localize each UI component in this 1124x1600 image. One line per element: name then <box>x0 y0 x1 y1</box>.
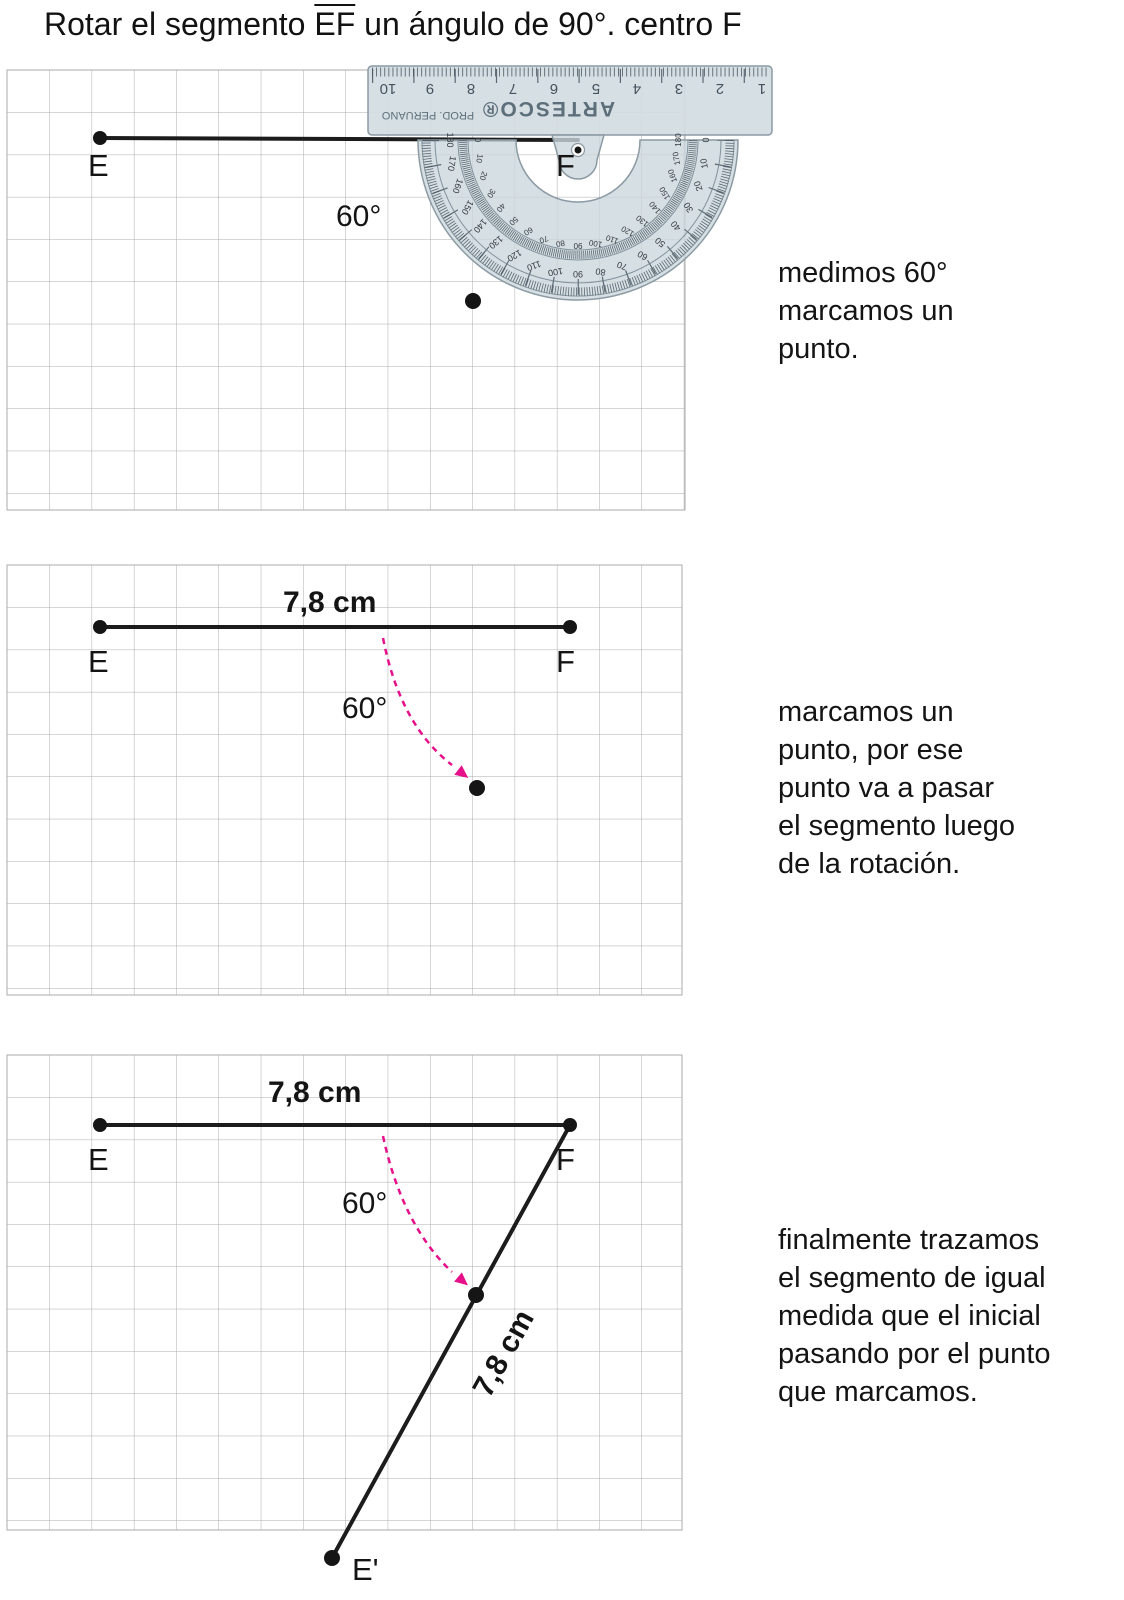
ruler-number: 9 <box>425 80 435 97</box>
point-f-dot <box>575 147 582 154</box>
caption-step-3 <box>778 1221 1051 1411</box>
point-e-dot <box>93 1118 107 1132</box>
degree-label: 60 <box>522 225 535 238</box>
label-e: E <box>88 148 109 183</box>
degree-label: 100 <box>547 265 564 279</box>
degree-label: 70 <box>615 259 629 273</box>
marked-point <box>468 1287 484 1303</box>
degree-label: 120 <box>619 223 636 239</box>
point-e-dot <box>93 620 107 634</box>
degree-label: 100 <box>588 237 603 250</box>
degree-label: 160 <box>450 177 466 195</box>
length-label: 7,8 cm <box>283 586 377 619</box>
caption-step-2 <box>778 693 1015 883</box>
title-suffix: un ángulo de 90°. centro F <box>355 6 742 42</box>
caption-line: pasando por el punto <box>778 1338 1051 1370</box>
length-label: 7,8 cm <box>268 1076 362 1109</box>
degree-label: 140 <box>471 216 489 235</box>
rotated-length-label: 7,8 cm <box>466 1304 541 1403</box>
caption-line: que marcamos. <box>778 1376 978 1408</box>
degree-label: 40 <box>668 218 683 233</box>
degree-label: 110 <box>604 232 620 246</box>
degree-label: 160 <box>666 168 680 184</box>
caption-line: el segmento de igual <box>778 1262 1046 1294</box>
caption-line: marcamos un <box>778 696 954 728</box>
point-e-dot <box>93 131 107 145</box>
degree-label: 0 <box>473 137 482 143</box>
label-f: F <box>556 148 575 183</box>
caption-line: medimos 60° <box>778 257 948 289</box>
degree-label: 20 <box>691 179 705 193</box>
point-f-dot <box>563 1118 577 1132</box>
ruler-number: 2 <box>715 80 725 97</box>
caption-line: punto, por ese <box>778 734 964 766</box>
label-f: F <box>556 644 575 679</box>
degree-label: 30 <box>681 200 696 215</box>
degree-label: 10 <box>698 157 710 170</box>
degree-label: 140 <box>647 199 663 216</box>
degree-label: 50 <box>507 214 520 228</box>
caption-step-1 <box>778 254 954 368</box>
angle-label: 60° <box>336 200 382 233</box>
degree-label: 10 <box>474 153 485 164</box>
ruler-number: 3 <box>674 80 684 97</box>
caption-line: de la rotación. <box>778 848 961 880</box>
angle-label: 60° <box>342 692 388 725</box>
label-f: F <box>556 1142 575 1177</box>
ruler-number: 5 <box>591 80 601 97</box>
ruler-number: 10 <box>379 80 397 97</box>
degree-label: 150 <box>657 185 673 202</box>
point-e-prime-dot <box>324 1550 340 1566</box>
ruler-number: 6 <box>549 80 559 97</box>
caption-line: el segmento luego <box>778 810 1015 842</box>
degree-label: 180 <box>445 132 455 148</box>
caption-line: punto va a pasar <box>778 772 995 804</box>
caption-line: marcamos un <box>778 295 954 327</box>
ruler-number: 4 <box>632 80 642 97</box>
degree-label: 70 <box>538 233 550 246</box>
degree-label: 110 <box>525 258 543 273</box>
ruler-number: 8 <box>466 80 476 97</box>
degree-label: 50 <box>653 235 668 250</box>
degree-label: 180 <box>674 133 683 147</box>
degree-label: 120 <box>505 247 524 264</box>
angle-label: 60° <box>342 1187 388 1220</box>
degree-label: 40 <box>494 201 508 214</box>
label-e-prime: E' <box>352 1552 379 1587</box>
grid-lines-2 <box>7 565 682 995</box>
marked-point <box>469 780 485 796</box>
degree-label: 150 <box>459 198 476 217</box>
ruler-number: 7 <box>508 80 518 97</box>
title-segment-ef: $\overline{EF}$ <box>314 6 356 42</box>
caption-line: punto. <box>778 333 859 365</box>
degree-label: 60 <box>635 248 650 263</box>
caption-line: finalmente trazamos <box>778 1224 1040 1256</box>
point-f-dot <box>563 620 577 634</box>
protractor-brand: ARTESCO® <box>480 97 616 120</box>
degree-label: 170 <box>445 155 459 172</box>
label-e: E <box>88 1142 109 1177</box>
degree-label: 90 <box>573 241 583 250</box>
title-prefix: Rotar el segmento <box>44 6 315 42</box>
degree-label: 130 <box>634 213 651 229</box>
page-title <box>44 6 742 43</box>
caption-line: medida que el inicial <box>778 1300 1041 1332</box>
marked-point <box>465 293 481 309</box>
degree-label: 30 <box>485 187 498 200</box>
degree-label: 90 <box>572 269 584 279</box>
degree-label: 80 <box>555 238 566 249</box>
panel-1-canvas <box>0 64 1124 534</box>
degree-label: 170 <box>670 151 683 166</box>
degree-label: 80 <box>594 266 607 278</box>
ruler-number: 1 <box>757 80 767 97</box>
degree-label: 130 <box>486 233 505 251</box>
degree-label: 20 <box>477 170 490 182</box>
degree-label: 0 <box>701 137 711 143</box>
protractor-origin-text: PROD. PERUANO <box>381 109 475 121</box>
label-e: E <box>88 644 109 679</box>
